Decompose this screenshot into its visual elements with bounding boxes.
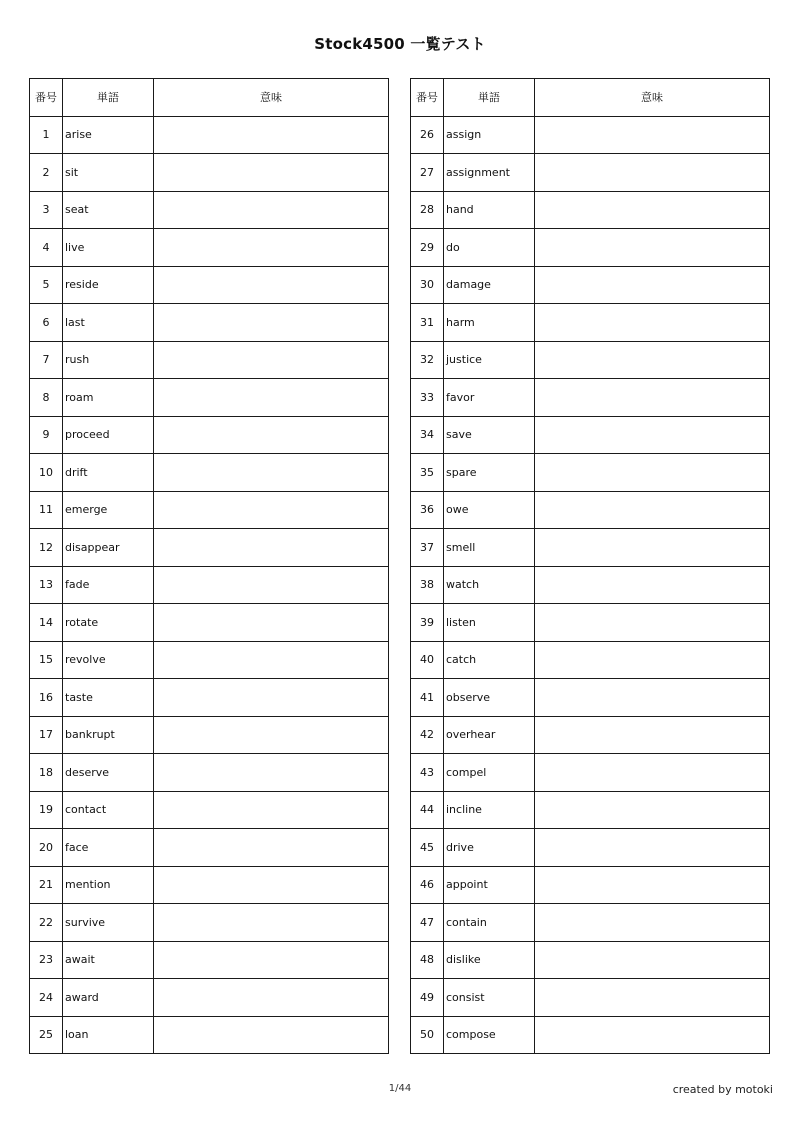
row-number: 33 (411, 379, 444, 417)
row-number: 29 (411, 229, 444, 267)
meaning-answer-cell[interactable] (535, 829, 770, 867)
row-number: 21 (30, 866, 63, 904)
row-word: assignment (444, 154, 535, 192)
meaning-answer-cell[interactable] (535, 679, 770, 717)
row-word: consist (444, 979, 535, 1017)
row-word: await (63, 941, 154, 979)
row-word: mention (63, 866, 154, 904)
row-word: deserve (63, 754, 154, 792)
row-word: dislike (444, 941, 535, 979)
meaning-answer-cell[interactable] (535, 1016, 770, 1054)
row-number: 49 (411, 979, 444, 1017)
meaning-answer-cell[interactable] (535, 754, 770, 792)
table-row (411, 904, 770, 942)
row-word: disappear (63, 529, 154, 567)
table-row (411, 529, 770, 567)
row-number: 25 (30, 1016, 63, 1054)
row-number: 30 (411, 266, 444, 304)
row-number: 35 (411, 454, 444, 492)
meaning-answer-cell[interactable] (535, 641, 770, 679)
row-word: live (63, 229, 154, 267)
table-row (411, 266, 770, 304)
meaning-answer-cell[interactable] (154, 229, 389, 267)
meaning-answer-cell[interactable] (154, 154, 389, 192)
meaning-answer-cell[interactable] (535, 491, 770, 529)
row-number: 13 (30, 566, 63, 604)
row-word: sit (63, 154, 154, 192)
meaning-answer-cell[interactable] (535, 116, 770, 154)
meaning-answer-cell[interactable] (535, 454, 770, 492)
row-word: watch (444, 566, 535, 604)
row-number: 42 (411, 716, 444, 754)
row-word: taste (63, 679, 154, 717)
row-number: 1 (30, 116, 63, 154)
row-word: appoint (444, 866, 535, 904)
row-number: 44 (411, 791, 444, 829)
row-number: 48 (411, 941, 444, 979)
meaning-answer-cell[interactable] (535, 379, 770, 417)
row-word: spare (444, 454, 535, 492)
row-number: 45 (411, 829, 444, 867)
row-number: 10 (30, 454, 63, 492)
table-row (411, 791, 770, 829)
row-word: emerge (63, 491, 154, 529)
header-number: 番号 (30, 79, 63, 117)
row-word: damage (444, 266, 535, 304)
table-row (30, 566, 389, 604)
meaning-answer-cell[interactable] (154, 491, 389, 529)
table-row (30, 941, 389, 979)
table-row (411, 116, 770, 154)
header-word: 単語 (63, 79, 154, 117)
meaning-answer-cell[interactable] (535, 866, 770, 904)
row-word: fade (63, 566, 154, 604)
table-row (30, 904, 389, 942)
table-row (411, 416, 770, 454)
meaning-answer-cell[interactable] (535, 304, 770, 342)
meaning-answer-cell[interactable] (535, 416, 770, 454)
table-row (30, 604, 389, 642)
row-number: 23 (30, 941, 63, 979)
row-number: 26 (411, 116, 444, 154)
row-word: contact (63, 791, 154, 829)
table-row (30, 266, 389, 304)
meaning-answer-cell[interactable] (535, 941, 770, 979)
meaning-answer-cell[interactable] (154, 454, 389, 492)
table-row (411, 604, 770, 642)
row-word: seat (63, 191, 154, 229)
meaning-answer-cell[interactable] (154, 716, 389, 754)
header-number: 番号 (411, 79, 444, 117)
table-row (411, 716, 770, 754)
table-row (411, 191, 770, 229)
vocab-table-right (410, 78, 770, 1054)
row-word: do (444, 229, 535, 267)
row-word: justice (444, 341, 535, 379)
table-row (30, 491, 389, 529)
row-word: survive (63, 904, 154, 942)
header-word: 単語 (444, 79, 535, 117)
meaning-answer-cell[interactable] (154, 604, 389, 642)
meaning-answer-cell[interactable] (154, 979, 389, 1017)
row-word: drive (444, 829, 535, 867)
page-number: 1/44 (388, 1083, 412, 1094)
table-row (30, 154, 389, 192)
row-number: 50 (411, 1016, 444, 1054)
row-number: 3 (30, 191, 63, 229)
row-number: 16 (30, 679, 63, 717)
row-number: 41 (411, 679, 444, 717)
table-row (30, 191, 389, 229)
meaning-answer-cell[interactable] (535, 529, 770, 567)
row-number: 2 (30, 154, 63, 192)
table-row (411, 154, 770, 192)
table-row (411, 454, 770, 492)
meaning-answer-cell[interactable] (535, 716, 770, 754)
table-row (411, 941, 770, 979)
meaning-answer-cell[interactable] (535, 154, 770, 192)
row-word: incline (444, 791, 535, 829)
table-row (411, 1016, 770, 1054)
row-word: last (63, 304, 154, 342)
table-row (30, 979, 389, 1017)
row-word: contain (444, 904, 535, 942)
row-word: revolve (63, 641, 154, 679)
row-word: owe (444, 491, 535, 529)
row-number: 47 (411, 904, 444, 942)
meaning-answer-cell[interactable] (535, 904, 770, 942)
row-number: 8 (30, 379, 63, 417)
meaning-answer-cell[interactable] (535, 979, 770, 1017)
row-number: 46 (411, 866, 444, 904)
row-number: 11 (30, 491, 63, 529)
row-number: 34 (411, 416, 444, 454)
row-number: 7 (30, 341, 63, 379)
row-number: 9 (30, 416, 63, 454)
meaning-answer-cell[interactable] (535, 604, 770, 642)
row-number: 28 (411, 191, 444, 229)
row-word: proceed (63, 416, 154, 454)
table-row (30, 1016, 389, 1054)
row-number: 37 (411, 529, 444, 567)
row-word: smell (444, 529, 535, 567)
row-word: reside (63, 266, 154, 304)
table-row (30, 679, 389, 717)
table-row (411, 491, 770, 529)
table-row (30, 379, 389, 417)
row-word: compel (444, 754, 535, 792)
meaning-answer-cell[interactable] (154, 941, 389, 979)
row-number: 43 (411, 754, 444, 792)
table-row (411, 679, 770, 717)
table-row (30, 754, 389, 792)
table-row (30, 529, 389, 567)
row-word: award (63, 979, 154, 1017)
row-word: listen (444, 604, 535, 642)
meaning-answer-cell[interactable] (154, 116, 389, 154)
table-row (30, 829, 389, 867)
table-header-row (411, 79, 770, 117)
meaning-answer-cell[interactable] (154, 416, 389, 454)
table-row (411, 304, 770, 342)
row-word: hand (444, 191, 535, 229)
row-number: 24 (30, 979, 63, 1017)
table-row (30, 716, 389, 754)
table-row (30, 116, 389, 154)
row-number: 36 (411, 491, 444, 529)
row-word: face (63, 829, 154, 867)
table-row (411, 566, 770, 604)
row-number: 40 (411, 641, 444, 679)
meaning-answer-cell[interactable] (154, 829, 389, 867)
row-word: bankrupt (63, 716, 154, 754)
row-word: save (444, 416, 535, 454)
page-title: Stock4500 一覧テスト (314, 35, 486, 53)
row-number: 12 (30, 529, 63, 567)
row-number: 20 (30, 829, 63, 867)
table-row (30, 304, 389, 342)
row-word: harm (444, 304, 535, 342)
meaning-answer-cell[interactable] (154, 341, 389, 379)
meaning-answer-cell[interactable] (154, 754, 389, 792)
table-row (30, 229, 389, 267)
meaning-answer-cell[interactable] (154, 191, 389, 229)
header-meaning: 意味 (535, 79, 770, 117)
meaning-answer-cell[interactable] (535, 341, 770, 379)
row-number: 18 (30, 754, 63, 792)
table-row (30, 416, 389, 454)
row-word: favor (444, 379, 535, 417)
meaning-answer-cell[interactable] (154, 1016, 389, 1054)
row-number: 38 (411, 566, 444, 604)
row-word: compose (444, 1016, 535, 1054)
vocab-table-left (29, 78, 389, 1054)
header-meaning: 意味 (154, 79, 389, 117)
row-number: 19 (30, 791, 63, 829)
table-row (411, 829, 770, 867)
table-row (30, 454, 389, 492)
table-header-row (30, 79, 389, 117)
row-word: catch (444, 641, 535, 679)
meaning-answer-cell[interactable] (154, 641, 389, 679)
row-number: 17 (30, 716, 63, 754)
row-word: roam (63, 379, 154, 417)
meaning-answer-cell[interactable] (154, 304, 389, 342)
row-word: overhear (444, 716, 535, 754)
table-row (30, 791, 389, 829)
row-number: 6 (30, 304, 63, 342)
table-row (411, 229, 770, 267)
row-word: rush (63, 341, 154, 379)
credit-text: created by motoki (672, 1083, 773, 1096)
meaning-answer-cell[interactable] (154, 904, 389, 942)
meaning-answer-cell[interactable] (154, 791, 389, 829)
table-row (411, 866, 770, 904)
row-number: 31 (411, 304, 444, 342)
meaning-answer-cell[interactable] (154, 866, 389, 904)
meaning-answer-cell[interactable] (154, 566, 389, 604)
row-number: 27 (411, 154, 444, 192)
table-row (411, 979, 770, 1017)
table-row (30, 341, 389, 379)
row-number: 15 (30, 641, 63, 679)
meaning-answer-cell[interactable] (154, 679, 389, 717)
row-number: 4 (30, 229, 63, 267)
meaning-answer-cell[interactable] (535, 229, 770, 267)
table-row (30, 641, 389, 679)
row-word: drift (63, 454, 154, 492)
table-row (411, 641, 770, 679)
meaning-answer-cell[interactable] (535, 191, 770, 229)
row-number: 22 (30, 904, 63, 942)
table-row (411, 754, 770, 792)
row-word: rotate (63, 604, 154, 642)
table-row (411, 341, 770, 379)
meaning-answer-cell[interactable] (535, 266, 770, 304)
row-number: 39 (411, 604, 444, 642)
meaning-answer-cell[interactable] (154, 266, 389, 304)
table-row (411, 379, 770, 417)
row-number: 14 (30, 604, 63, 642)
table-row (30, 866, 389, 904)
row-word: arise (63, 116, 154, 154)
row-word: loan (63, 1016, 154, 1054)
meaning-answer-cell[interactable] (535, 566, 770, 604)
row-word: assign (444, 116, 535, 154)
meaning-answer-cell[interactable] (154, 379, 389, 417)
meaning-answer-cell[interactable] (154, 529, 389, 567)
row-number: 32 (411, 341, 444, 379)
meaning-answer-cell[interactable] (535, 791, 770, 829)
row-number: 5 (30, 266, 63, 304)
row-word: observe (444, 679, 535, 717)
